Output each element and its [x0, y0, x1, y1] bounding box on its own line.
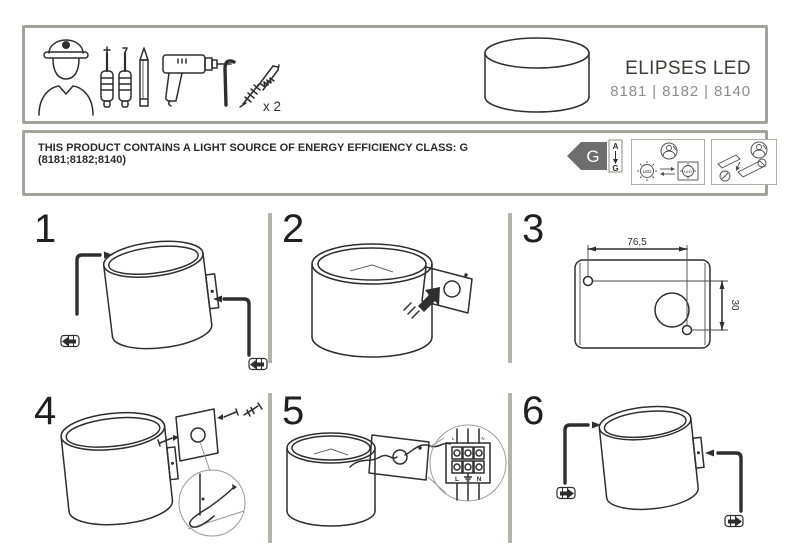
product-title: ELIPSES LED: [625, 58, 751, 79]
step-3-illustration: [520, 219, 770, 371]
lamp-cylinder: [59, 407, 182, 529]
replaceable-lamp-icon-box: [631, 139, 705, 185]
step-1-illustration: [52, 219, 287, 371]
neutral-terminal-label: N: [476, 476, 482, 483]
led-source-icon: [637, 161, 657, 181]
step-4-number: 4: [34, 389, 57, 433]
screw-detail-icon: [720, 171, 730, 181]
title-block: [610, 58, 751, 100]
installer-icon: [39, 40, 93, 115]
professional-person-icon: [751, 142, 767, 158]
product-model-numbers: 8181 | 8182 | 8140: [610, 83, 751, 100]
energy-scale-bottom: G: [612, 164, 619, 173]
professional-person-icon: [661, 143, 677, 159]
grub-screw-icon: [557, 488, 575, 499]
allen-key-icon: [705, 450, 741, 512]
step-1-number: 1: [34, 207, 57, 251]
remove-arrow-icon: [404, 287, 440, 318]
replaceable-driver-icon: [712, 140, 776, 184]
energy-scale-top: A: [612, 142, 619, 151]
allen-key-icon: [77, 252, 113, 315]
energy-class-letter: G: [586, 147, 600, 166]
grub-screw-icon: [249, 359, 267, 370]
grub-screw-icon: [61, 336, 79, 347]
phillips-screwdriver-icon: [101, 47, 113, 107]
step-6-illustration: [518, 391, 768, 553]
flat-screwdriver-icon: [119, 48, 131, 107]
column-divider: [508, 213, 512, 363]
drill-icon: [163, 55, 231, 106]
allen-key-icon: [565, 422, 601, 484]
step-4-illustration: [38, 391, 286, 553]
lamp-cylinder: [598, 402, 708, 514]
fixing-screw-icon: [158, 435, 179, 446]
mounting-plate: [176, 409, 218, 461]
swap-arrows-icon: [660, 167, 675, 176]
live-terminal-label-top: L: [451, 436, 455, 441]
required-tools-illustration: [37, 33, 289, 117]
detail-magnifier: [179, 470, 245, 536]
step-6-number: 6: [522, 389, 545, 433]
fixing-screw-icon: [244, 403, 262, 416]
boxed-led-icon: [678, 162, 698, 180]
hole-offset-dimension: 30: [729, 299, 740, 311]
header-panel: [22, 25, 768, 124]
allen-key-icon: [225, 61, 234, 105]
detail-magnifier: [430, 425, 506, 501]
lamp-cylinder: [287, 433, 375, 526]
fixing-screw-icon: [217, 409, 238, 420]
pencil-icon: [140, 48, 148, 106]
svg-text:LED: LED: [642, 169, 652, 174]
mounting-plate-dimensions: [575, 237, 740, 348]
replaceable-lamp-icon: [632, 140, 704, 184]
grub-screw-icon: [725, 516, 743, 527]
lamp-cylinder: [102, 235, 223, 353]
energy-class-label: [565, 139, 625, 175]
step-2-number: 2: [282, 207, 305, 251]
live-terminal-label: L: [455, 476, 459, 483]
energy-notice-text: THIS PRODUCT CONTAINS A LIGHT SOURCE OF ENERGY EFFICIENCY CLASS: G (8181;8182;8140): [38, 142, 469, 166]
replaceable-driver-icon-box: [711, 139, 777, 185]
step-5-number: 5: [282, 389, 305, 433]
hole-spacing-dimension: 76,5: [627, 237, 647, 248]
step-3-number: 3: [522, 207, 545, 251]
product-drawing: [477, 33, 597, 117]
fixings-count-label: x 2: [263, 99, 282, 114]
svg-text:LED: LED: [684, 169, 692, 174]
neutral-terminal-label-top: N: [481, 436, 485, 441]
lamp-cylinder: [312, 244, 432, 357]
steps-grid: [22, 205, 771, 557]
step-5-illustration: [278, 391, 513, 553]
energy-panel: [22, 130, 768, 196]
step-2-illustration: [280, 219, 505, 371]
earth-symbol: [465, 474, 472, 481]
